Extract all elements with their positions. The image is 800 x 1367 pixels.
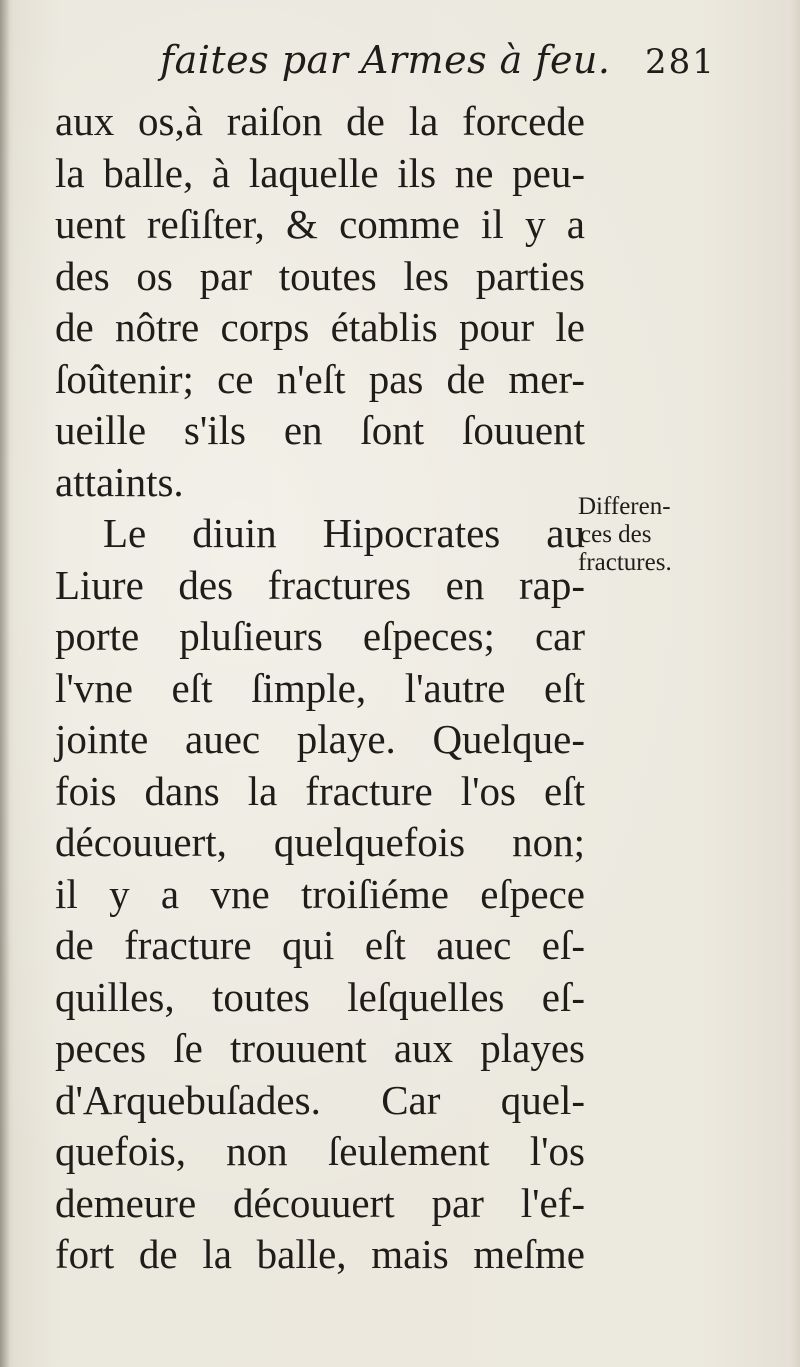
body-text [55,96,585,1281]
text-line: fois dans la fracture l'os eſt [55,767,585,814]
text-line: la balle, à laquelle ils ne peu- [55,149,585,196]
text-line: de nôtre corps établis pour le [55,304,585,350]
margin-note [578,493,718,577]
text-line: porte pluſieurs eſpeces; car [55,613,585,659]
text-line: jointe auec playe. Quelque- [55,716,585,762]
page-number: 281 [645,42,716,82]
text-line: ueille s'ils en ſont ſouuent [55,407,585,453]
text-line: découuert, quelquefois non; [55,819,585,865]
text-line: quefois, non ſeulement l'os [55,1128,585,1174]
gutter-shadow [0,0,10,1367]
margin-note-line: ces des [580,521,652,548]
text-line: ſoûtenir; ce n'eſt pas de mer- [55,355,585,402]
text-line: des os par toutes les parties [55,252,585,299]
text-line: demeure découuert par l'ef- [55,1179,585,1226]
text-line: aux os,à raiſon de la forcede [55,98,585,144]
margin-note-line: Differen- [578,493,671,520]
text-line: fort de la balle, mais meſme [55,1231,585,1277]
text-line: Le diuin Hipocrates au [103,510,585,556]
margin-note-line: fractures. [578,549,672,576]
text-line: attaints. [55,458,184,505]
text-line: quilles, toutes leſquelles eſ- [55,973,585,1020]
text-line: uent reſiſter, & comme il y a [55,201,585,247]
running-head: faites par Armes à feu. [160,38,611,82]
text-line: Liure des fractures en rap- [55,561,585,608]
text-line: l'vne eſt ſimple, l'autre eſt [55,664,585,711]
text-line: peces ſe trouuent aux playes [55,1025,585,1071]
text-line: d'Arquebuſades. Car quel- [55,1076,585,1123]
text-line: il y a vne troiſiéme eſpece [55,870,585,917]
text-line: de fracture qui eſt auec eſ- [55,922,585,968]
